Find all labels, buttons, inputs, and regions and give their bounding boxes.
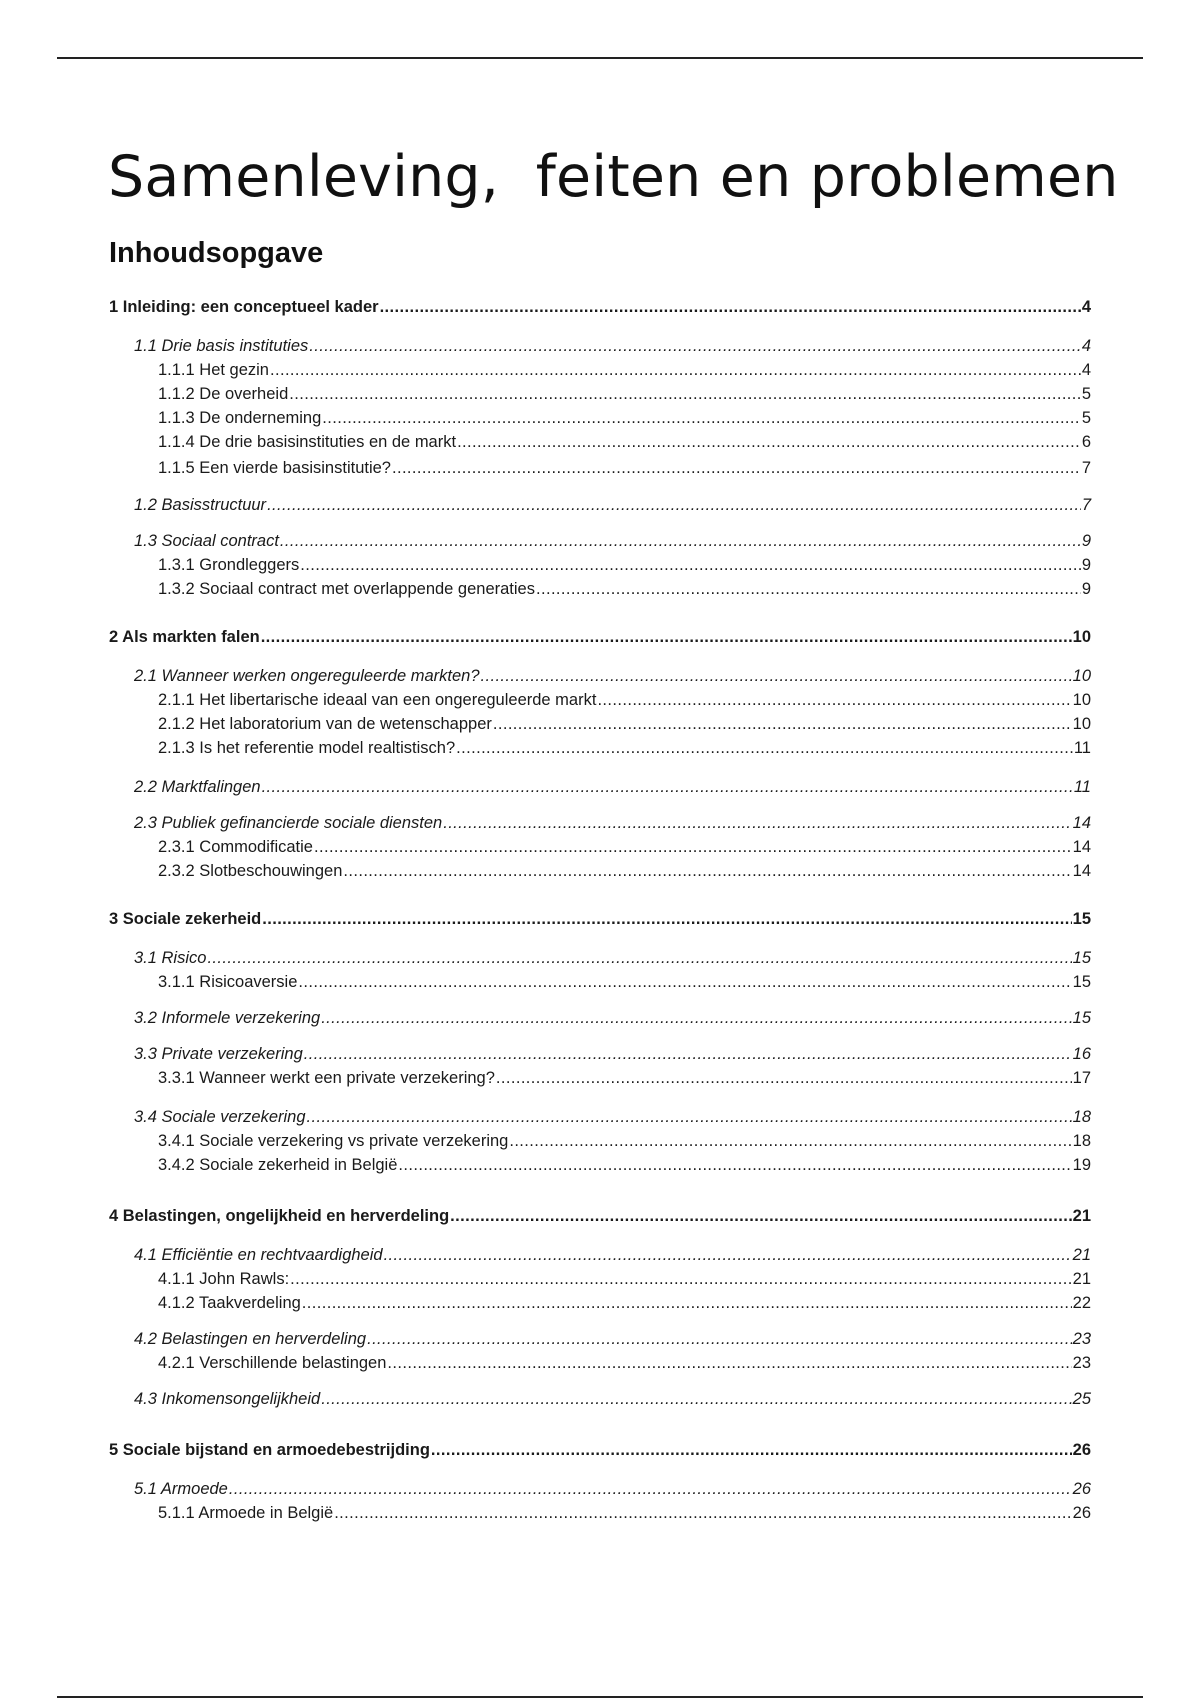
toc-entry-label: 3.1 Risico bbox=[134, 949, 207, 967]
toc-subsection[interactable] bbox=[109, 383, 1091, 405]
toc-page-number: 14 bbox=[1072, 862, 1091, 880]
toc-chapter[interactable] bbox=[109, 1439, 1091, 1461]
toc-page-number: 6 bbox=[1081, 433, 1091, 451]
toc-section[interactable] bbox=[109, 1244, 1091, 1266]
toc-dot-leader bbox=[298, 971, 1071, 993]
toc-dot-leader bbox=[289, 383, 1081, 405]
toc-page-number: 4 bbox=[1081, 298, 1091, 316]
toc-subsection[interactable] bbox=[109, 689, 1091, 711]
toc-chapter[interactable] bbox=[109, 626, 1091, 648]
toc-page-number: 15 bbox=[1072, 910, 1091, 928]
toc-page-number: 11 bbox=[1073, 739, 1091, 757]
toc-entry-label: 4.1.1 John Rawls: bbox=[158, 1270, 290, 1288]
toc-dot-leader bbox=[481, 665, 1072, 687]
toc-dot-leader bbox=[290, 1268, 1071, 1290]
toc-dot-leader bbox=[456, 737, 1073, 759]
toc-entry-label: 2.3.1 Commodificatie bbox=[158, 838, 313, 856]
toc-page-number: 5 bbox=[1081, 385, 1091, 403]
toc-subsection[interactable] bbox=[109, 1268, 1091, 1290]
toc-page-number: 26 bbox=[1072, 1441, 1091, 1459]
toc-dot-leader bbox=[343, 860, 1071, 882]
toc-page-number: 9 bbox=[1081, 556, 1091, 574]
toc-page-number: 4 bbox=[1081, 361, 1091, 379]
toc-dot-leader bbox=[207, 947, 1071, 969]
toc-subsection[interactable] bbox=[109, 407, 1091, 429]
toc-dot-leader bbox=[387, 1352, 1071, 1374]
toc-subsection[interactable] bbox=[109, 457, 1091, 479]
toc-entry-label: 4.3 Inkomensongelijkheid bbox=[134, 1390, 321, 1408]
toc-page-number: 21 bbox=[1072, 1246, 1091, 1264]
toc-dot-leader bbox=[509, 1130, 1071, 1152]
toc-entry-label: 5 Sociale bijstand en armoedebestrijding bbox=[109, 1441, 430, 1459]
document-title: Samenleving, feiten en problemen bbox=[108, 144, 1119, 210]
toc-subsection[interactable] bbox=[109, 737, 1091, 759]
toc-subsection[interactable] bbox=[109, 1502, 1091, 1524]
toc-dot-leader bbox=[384, 1244, 1072, 1266]
toc-dot-leader bbox=[302, 1292, 1072, 1314]
toc-dot-leader bbox=[267, 494, 1081, 516]
toc-chapter[interactable] bbox=[109, 296, 1091, 318]
toc-entry-label: 4 Belastingen, ongelijkheid en herverdeling bbox=[109, 1207, 450, 1225]
toc-entry-label: 1.2 Basisstructuur bbox=[134, 496, 267, 514]
toc-dot-leader bbox=[398, 1154, 1071, 1176]
toc-page-number: 14 bbox=[1072, 814, 1091, 832]
toc-page-number: 25 bbox=[1072, 1390, 1091, 1408]
toc-page-number: 9 bbox=[1081, 532, 1091, 550]
toc-entry-label: 1 Inleiding: een conceptueel kader bbox=[109, 298, 379, 316]
toc-page-number: 10 bbox=[1072, 667, 1091, 685]
toc-entry-label: 2.1.3 Is het referentie model realtistisch? bbox=[158, 739, 456, 757]
toc-dot-leader bbox=[431, 1439, 1072, 1461]
toc-page-number: 10 bbox=[1072, 628, 1091, 646]
toc-page-number: 21 bbox=[1072, 1270, 1091, 1288]
toc-dot-leader bbox=[392, 457, 1081, 479]
toc-subsection[interactable] bbox=[109, 578, 1091, 600]
toc-dot-leader bbox=[321, 1388, 1071, 1410]
header-rule bbox=[57, 57, 1143, 59]
toc-section[interactable] bbox=[109, 494, 1091, 516]
toc-page-number: 21 bbox=[1072, 1207, 1091, 1225]
toc-dot-leader bbox=[262, 776, 1073, 798]
toc-dot-leader bbox=[321, 1007, 1071, 1029]
toc-entry-label: 3.4.2 Sociale zekerheid in België bbox=[158, 1156, 398, 1174]
toc-dot-leader bbox=[309, 335, 1081, 357]
toc-section[interactable] bbox=[109, 335, 1091, 357]
toc-page-number: 26 bbox=[1072, 1504, 1091, 1522]
toc-subsection[interactable] bbox=[109, 1352, 1091, 1374]
toc-section[interactable] bbox=[109, 1388, 1091, 1410]
toc-dot-leader bbox=[496, 1067, 1072, 1089]
toc-page-number: 10 bbox=[1072, 691, 1091, 709]
toc-entry-label: 5.1 Armoede bbox=[134, 1480, 228, 1498]
toc-chapter[interactable] bbox=[109, 1205, 1091, 1227]
toc-subsection[interactable] bbox=[109, 860, 1091, 882]
toc-entry-label: 3 Sociale zekerheid bbox=[109, 910, 262, 928]
toc-dot-leader bbox=[536, 578, 1081, 600]
toc-section[interactable] bbox=[109, 776, 1091, 798]
toc-section[interactable] bbox=[109, 1043, 1091, 1065]
toc-entry-label: 4.1 Efficiëntie en rechtvaardigheid bbox=[134, 1246, 383, 1264]
toc-dot-leader bbox=[300, 554, 1081, 576]
toc-entry-label: 2.3.2 Slotbeschouwingen bbox=[158, 862, 343, 880]
toc-subsection[interactable] bbox=[109, 1130, 1091, 1152]
toc-subsection[interactable] bbox=[109, 971, 1091, 993]
toc-section[interactable] bbox=[109, 1328, 1091, 1350]
toc-section[interactable] bbox=[109, 1007, 1091, 1029]
toc-dot-leader bbox=[334, 1502, 1071, 1524]
toc-subsection[interactable] bbox=[109, 836, 1091, 858]
toc-entry-label: 1.1.5 Een vierde basisinstitutie? bbox=[158, 459, 391, 477]
toc-dot-leader bbox=[280, 530, 1081, 552]
toc-section[interactable] bbox=[109, 665, 1091, 687]
toc-entry-label: 1.1 Drie basis instituties bbox=[134, 337, 309, 355]
toc-entry-label: 1.1.3 De onderneming bbox=[158, 409, 322, 427]
toc-entry-label: 2.1.2 Het laboratorium van de wetenschapper bbox=[158, 715, 492, 733]
toc-dot-leader bbox=[493, 713, 1072, 735]
toc-page-number: 11 bbox=[1073, 778, 1091, 796]
toc-dot-leader bbox=[229, 1478, 1072, 1500]
toc-dot-leader bbox=[307, 1106, 1072, 1128]
toc-entry-label: 3.3 Private verzekering bbox=[134, 1045, 303, 1063]
toc-dot-leader bbox=[262, 908, 1071, 930]
toc-dot-leader bbox=[270, 359, 1081, 381]
toc-entry-label: 1.3 Sociaal contract bbox=[134, 532, 279, 550]
toc-page-number: 7 bbox=[1081, 496, 1091, 514]
toc-chapter[interactable] bbox=[109, 908, 1091, 930]
toc-dot-leader bbox=[457, 431, 1081, 453]
toc-dot-leader bbox=[367, 1328, 1072, 1350]
toc-page-number: 18 bbox=[1072, 1108, 1091, 1126]
toc-entry-label: 1.3.1 Grondleggers bbox=[158, 556, 300, 574]
toc-subsection[interactable] bbox=[109, 713, 1091, 735]
toc-page-number: 5 bbox=[1081, 409, 1091, 427]
toc-dot-leader bbox=[322, 407, 1081, 429]
toc-entry-label: 2.1 Wanneer werken ongereguleerde markten? bbox=[134, 667, 480, 685]
toc-page-number: 4 bbox=[1081, 337, 1091, 355]
toc-subsection[interactable] bbox=[109, 431, 1091, 453]
toc-entry-label: 3.4 Sociale verzekering bbox=[134, 1108, 306, 1126]
toc-page-number: 18 bbox=[1072, 1132, 1091, 1150]
toc-dot-leader bbox=[380, 296, 1081, 318]
toc-page-number: 15 bbox=[1072, 1009, 1091, 1027]
toc-dot-leader bbox=[304, 1043, 1072, 1065]
toc-page-number: 22 bbox=[1072, 1294, 1091, 1312]
toc-entry-label: 2.2 Marktfalingen bbox=[134, 778, 261, 796]
toc-entry-label: 2.1.1 Het libertarische ideaal van een ongereguleerde markt bbox=[158, 691, 597, 709]
toc-section[interactable] bbox=[109, 1106, 1091, 1128]
toc-entry-label: 3.3.1 Wanneer werkt een private verzekering? bbox=[158, 1069, 495, 1087]
toc-page-number: 15 bbox=[1072, 973, 1091, 991]
toc-page-number: 17 bbox=[1072, 1069, 1091, 1087]
toc-subsection[interactable] bbox=[109, 359, 1091, 381]
toc-dot-leader bbox=[450, 1205, 1071, 1227]
toc-dot-leader bbox=[597, 689, 1071, 711]
toc-entry-label: 1.1.2 De overheid bbox=[158, 385, 289, 403]
toc-subsection[interactable] bbox=[109, 1292, 1091, 1314]
footer-rule bbox=[57, 1696, 1143, 1698]
toc-page-number: 7 bbox=[1081, 459, 1091, 477]
toc-entry-label: 5.1.1 Armoede in België bbox=[158, 1504, 334, 1522]
toc-subsection[interactable] bbox=[109, 1067, 1091, 1089]
toc-entry-label: 3.2 Informele verzekering bbox=[134, 1009, 321, 1027]
toc-entry-label: 2 Als markten falen bbox=[109, 628, 260, 646]
toc-subsection[interactable] bbox=[109, 1154, 1091, 1176]
toc-section[interactable] bbox=[109, 1478, 1091, 1500]
toc-dot-leader bbox=[443, 812, 1071, 834]
toc-page-number: 23 bbox=[1072, 1354, 1091, 1372]
toc-section[interactable] bbox=[109, 812, 1091, 834]
toc-page-number: 16 bbox=[1072, 1045, 1091, 1063]
toc-subsection[interactable] bbox=[109, 554, 1091, 576]
toc-page-number: 15 bbox=[1072, 949, 1091, 967]
toc-heading: Inhoudsopgave bbox=[109, 237, 324, 269]
toc-entry-label: 1.1.4 De drie basisinstituties en de markt bbox=[158, 433, 457, 451]
toc-page-number: 10 bbox=[1072, 715, 1091, 733]
toc-entry-label: 2.3 Publiek gefinancierde sociale diensten bbox=[134, 814, 443, 832]
toc-entry-label: 4.2.1 Verschillende belastingen bbox=[158, 1354, 387, 1372]
toc-page-number: 19 bbox=[1072, 1156, 1091, 1174]
toc-entry-label: 1.1.1 Het gezin bbox=[158, 361, 269, 379]
toc-entry-label: 3.4.1 Sociale verzekering vs private verzekering bbox=[158, 1132, 509, 1150]
toc-entry-label: 3.1.1 Risicoaversie bbox=[158, 973, 298, 991]
toc-dot-leader bbox=[261, 626, 1072, 648]
toc-entry-label: 4.2 Belastingen en herverdeling bbox=[134, 1330, 367, 1348]
toc-section[interactable] bbox=[109, 530, 1091, 552]
toc-entry-label: 1.3.2 Sociaal contract met overlappende generaties bbox=[158, 580, 535, 598]
toc-page-number: 14 bbox=[1072, 838, 1091, 856]
toc-page-number: 23 bbox=[1072, 1330, 1091, 1348]
toc-page-number: 9 bbox=[1081, 580, 1091, 598]
toc-page-number: 26 bbox=[1072, 1480, 1091, 1498]
toc-entry-label: 4.1.2 Taakverdeling bbox=[158, 1294, 301, 1312]
toc-section[interactable] bbox=[109, 947, 1091, 969]
toc-dot-leader bbox=[314, 836, 1072, 858]
